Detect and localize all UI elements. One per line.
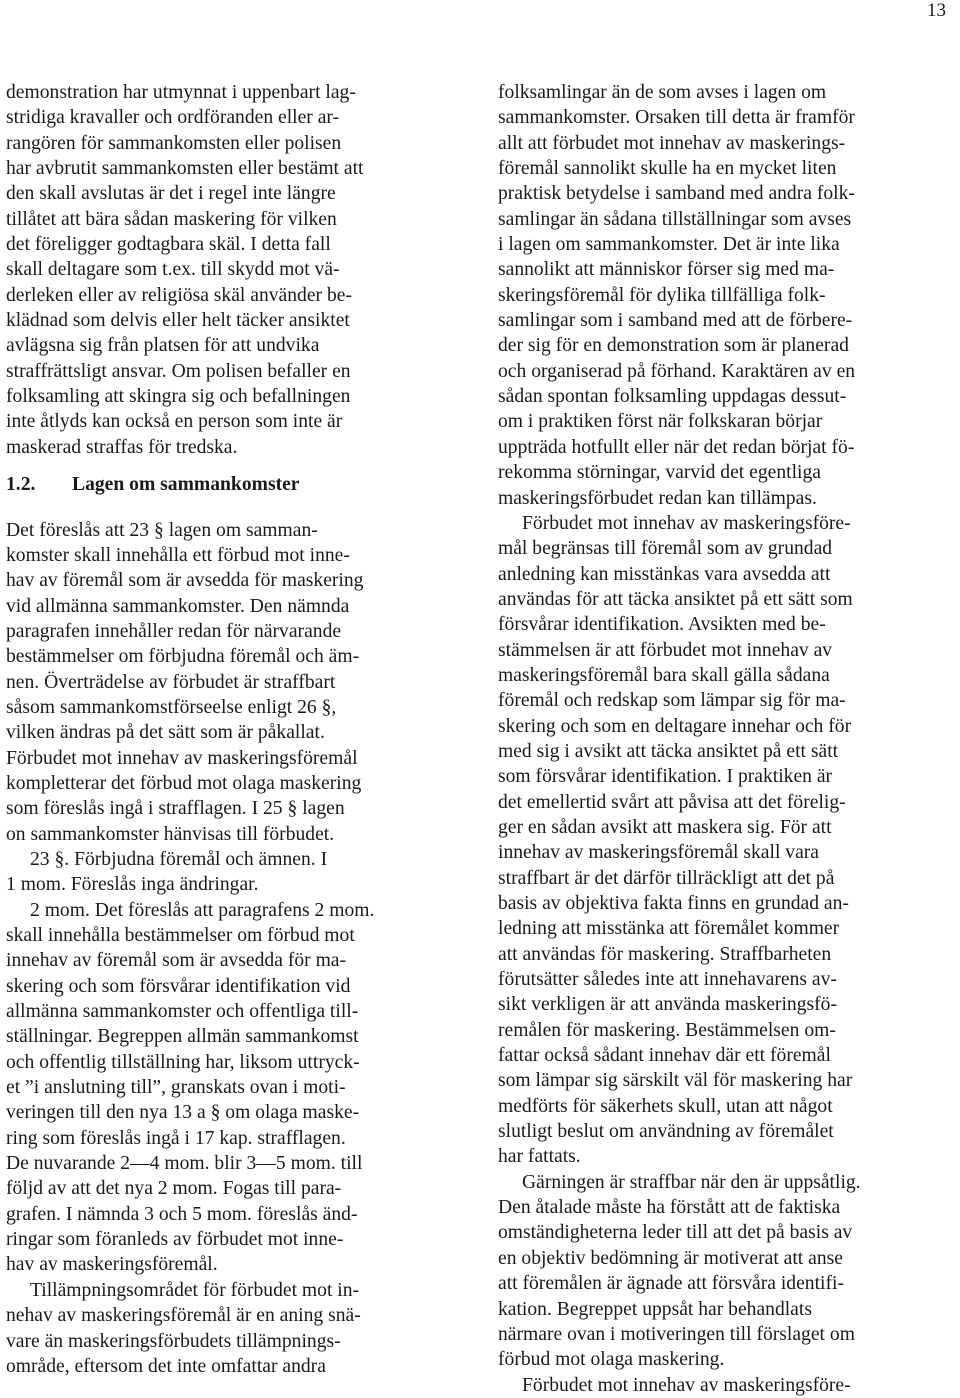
text-line: försvårar identifikation. Avsikten med be- (498, 614, 826, 636)
text-line: ring som föreslås ingå i 17 kap. strafflagen. (6, 1127, 346, 1149)
text-line: uppträda hotfullt eller när det redan börjat fö- (498, 436, 855, 458)
text-line: Den åtalade måste ha förstått att de faktiska (498, 1197, 841, 1219)
text-line: vilken ändras på det sätt som är påkallat. (6, 722, 325, 744)
text-line: den skall avslutas är det i regel inte längre (6, 183, 336, 205)
text-line: 2 mom. Det föreslås att paragrafens 2 mom. (30, 899, 375, 921)
text-line: inte åtlyds kan också en person som inte är (6, 411, 343, 433)
text-line: mål begränsas till föremål som av grundad (498, 538, 833, 560)
text-line: förutsätter således inte att innehavarens av- (498, 969, 837, 991)
text-line: fattar också sådant innehav där ett föremål (498, 1045, 831, 1067)
text-line: straffrättsligt ansvar. Om polisen befaller en (6, 360, 351, 382)
text-line: avlägsna sig från platsen för att undvika (6, 335, 320, 357)
text-line: om i praktiken först när folkskaran börjar (498, 411, 823, 433)
text-line: och offentlig tillställning har, liksom uttryck- (6, 1051, 360, 1073)
text-line: föremål och redskap som lämpar sig för ma- (498, 690, 846, 712)
text-line: medförts för säkerhets skull, utan att något (498, 1095, 833, 1117)
text-line: paragrafen innehåller redan för närvarande (6, 620, 342, 642)
text-line: som lämpar sig särskilt väl för maskering har (498, 1070, 853, 1092)
section-title: Lagen om sammankomster (72, 474, 300, 496)
text-line: närmare ovan i motiveringen till förslaget om (498, 1323, 855, 1345)
text-line: der sig för en demonstration som är planerad (498, 335, 849, 357)
text-line: stämmelsen är att förbudet mot innehav av (498, 639, 833, 661)
text-line: kation. Begreppet uppsåt har behandlats (498, 1298, 812, 1320)
paragraph (6, 898, 462, 1278)
text-line: nen. Överträdelse av förbudet är straffbart (6, 671, 336, 693)
text-line: vid allmänna sammankomster. Den nämnda (6, 595, 350, 617)
text-line: rekomma störningar, varvid det egentliga (498, 462, 821, 484)
text-line: tillåtet att bära sådan maskering för vilken (6, 208, 337, 230)
text-line: sådan spontan folksamling uppdagas dessut- (498, 386, 847, 408)
text-line: slutligt beslut om användning av föremålet (498, 1121, 834, 1143)
paragraph (498, 1373, 954, 1398)
text-line: ger en sådan avsikt att maskera sig. För att (498, 816, 832, 838)
text-line: att föremålen är ägnade att försvåra identifi- (498, 1273, 844, 1295)
section-number: 1.2. (6, 474, 36, 496)
page-number: 13 (927, 0, 946, 21)
paragraph (498, 80, 954, 511)
text-line: vare än maskeringsförbudets tillämpnings- (6, 1330, 341, 1352)
text-line: hav av föremål som är avsedda för maskering (6, 570, 364, 592)
text-line: följd av att det nya 2 mom. Fogas till para- (6, 1178, 342, 1200)
text-line: rangören för sammankomsten eller polisen (6, 132, 342, 154)
text-line: maskeringsförbudet redan kan tillämpas. (498, 487, 817, 509)
text-line: har fattats. (498, 1146, 581, 1168)
text-line: omständigheterna leder till att det på basis av (498, 1222, 853, 1244)
text-line: on sammankomster hänvisas till förbudet. (6, 823, 335, 845)
text-line: det föreligger godtagbara skäl. I detta fall (6, 234, 331, 256)
text-line: såsom sammankomstförseelse enligt 26 §, (6, 696, 337, 718)
section-heading (6, 472, 462, 497)
text-line: De nuvarande 2—4 mom. blir 3—5 mom. till (6, 1153, 363, 1175)
right-column (498, 80, 954, 1398)
text-line: derleken eller av religiösa skäl använder be- (6, 284, 352, 306)
text-line: remålen för maskering. Bestämmelsen om- (498, 1019, 836, 1041)
text-line: samlingar än sådana tillställningar som avses (498, 208, 852, 230)
text-line: skall deltagare som t.ex. till skydd mot vä- (6, 259, 340, 281)
text-line: veringen till den nya 13 a § om olaga maske- (6, 1102, 360, 1124)
text-line: sammankomster. Orsaken till detta är framför (498, 107, 855, 129)
text-line: ställningar. Begreppen allmän sammankomst (6, 1026, 359, 1048)
text-line: sannolikt att människor förser sig med ma- (498, 259, 835, 281)
text-line: som föreslås ingå i strafflagen. I 25 § lagen (6, 798, 345, 820)
text-line: föremål sannolikt skulle ha en mycket liten (498, 158, 837, 180)
text-line: praktisk betydelse i samband med andra folk- (498, 183, 855, 205)
text-line: samlingar som i samband med att de förbere- (498, 310, 853, 332)
text-line: stridiga kravaller och ordföranden eller ar- (6, 107, 340, 129)
text-line: som försvårar identifikation. I praktiken är (498, 766, 833, 788)
text-line: ringar som föranleds av förbudet mot inne- (6, 1229, 344, 1251)
text-line: nehav av maskeringsföremål är en aning snä- (6, 1305, 361, 1327)
text-line: Förbudet mot innehav av maskeringsföremål (6, 747, 358, 769)
text-line: en objektiv bedömning är motiverat att anse (498, 1247, 843, 1269)
text-line: förbud mot olaga maskering. (498, 1349, 725, 1371)
text-line: basis av objektiva fakta finns en grundad an- (498, 893, 849, 914)
text-line: innehav av maskeringsföremål skall vara (498, 842, 820, 864)
text-line: i lagen om sammankomster. Det är inte lika (498, 234, 840, 256)
text-line: bestämmelser om förbjudna föremål och äm- (6, 646, 360, 668)
text-line: 1 mom. Föreslås inga ändringar. (6, 874, 259, 896)
text-line: folksamling att skingra sig och befallningen (6, 386, 351, 408)
text-line: et ”i anslutning till”, granskats ovan i moti- (6, 1077, 346, 1099)
text-line: komster skall innehålla ett förbud mot inne- (6, 544, 350, 566)
paragraph (6, 1278, 462, 1379)
text-line: sikt verkligen är att använda maskeringsfö- (498, 994, 837, 1016)
text-line: hav av maskeringsföremål. (6, 1254, 218, 1276)
paragraph (6, 518, 462, 847)
text-line: straffbart är det därför tillräckligt att det på (498, 867, 835, 889)
text-line: Förbudet mot innehav av maskeringsföre- (522, 512, 851, 534)
text-line: Förbudet mot innehav av maskeringsföre- (522, 1374, 851, 1396)
paragraph (498, 1170, 954, 1373)
text-line: allmänna sammankomster och offentliga till- (6, 1001, 359, 1023)
text-line: Gärningen är straffbar när den är uppsåtlig. (522, 1171, 861, 1193)
text-line: anledning kan misstänkas vara avsedda att (498, 563, 831, 585)
paragraph (6, 847, 462, 898)
text-line: skall innehålla bestämmelser om förbud mot (6, 925, 355, 946)
text-line: folksamlingar än de som avses i lagen om (498, 82, 827, 103)
text-line: maskeringsföremål bara skall gälla sådana (498, 664, 830, 686)
text-line: ledning att misstänka att föremålet kommer (498, 918, 840, 940)
text-line: Det föreslås att 23 § lagen om samman- (6, 519, 318, 541)
text-line: att användas för maskering. Straffbarheten (498, 943, 832, 965)
text-line: kompletterar det förbud mot olaga maskering (6, 772, 362, 794)
text-line: grafen. I nämnda 3 och 5 mom. föreslås änd- (6, 1203, 358, 1225)
text-line: har avbrutit sammankomsten eller bestämt att (6, 158, 364, 180)
paragraph (498, 511, 954, 1170)
text-line: användas för att täcka ansiktet på ett sätt som (498, 588, 853, 610)
text-line: och organiserad på förhand. Karaktären av en (498, 360, 856, 382)
text-line: innehav av föremål som är avsedda för ma- (6, 950, 347, 972)
text-line: allt att förbudet mot innehav av maskerings- (498, 132, 846, 154)
text-line: maskerad straffas för tredska. (6, 436, 238, 458)
text-line: demonstration har utmynnat i uppenbart lag- (6, 82, 356, 103)
text-line: område, eftersom det inte omfattar andra (6, 1355, 326, 1377)
text-line: skering och som en deltagare innehar och för (498, 715, 852, 737)
text-line: 23 §. Förbjudna föremål och ämnen. I (30, 848, 328, 870)
text-line: med sig i avsikt att täcka ansiktet på ett sätt (498, 740, 839, 762)
text-line: skering och som försvårar identifikation vid (6, 975, 351, 997)
text-line: det emellertid svårt att påvisa att det förelig- (498, 791, 846, 813)
text-line: skeringsföremål för dylika tillfälliga folk- (498, 284, 826, 306)
text-line: klädnad som delvis eller helt täcker ansiktet (6, 310, 350, 332)
left-column (6, 80, 462, 1379)
paragraph (6, 80, 462, 460)
text-line: Tillämpningsområdet för förbudet mot in- (30, 1279, 360, 1301)
